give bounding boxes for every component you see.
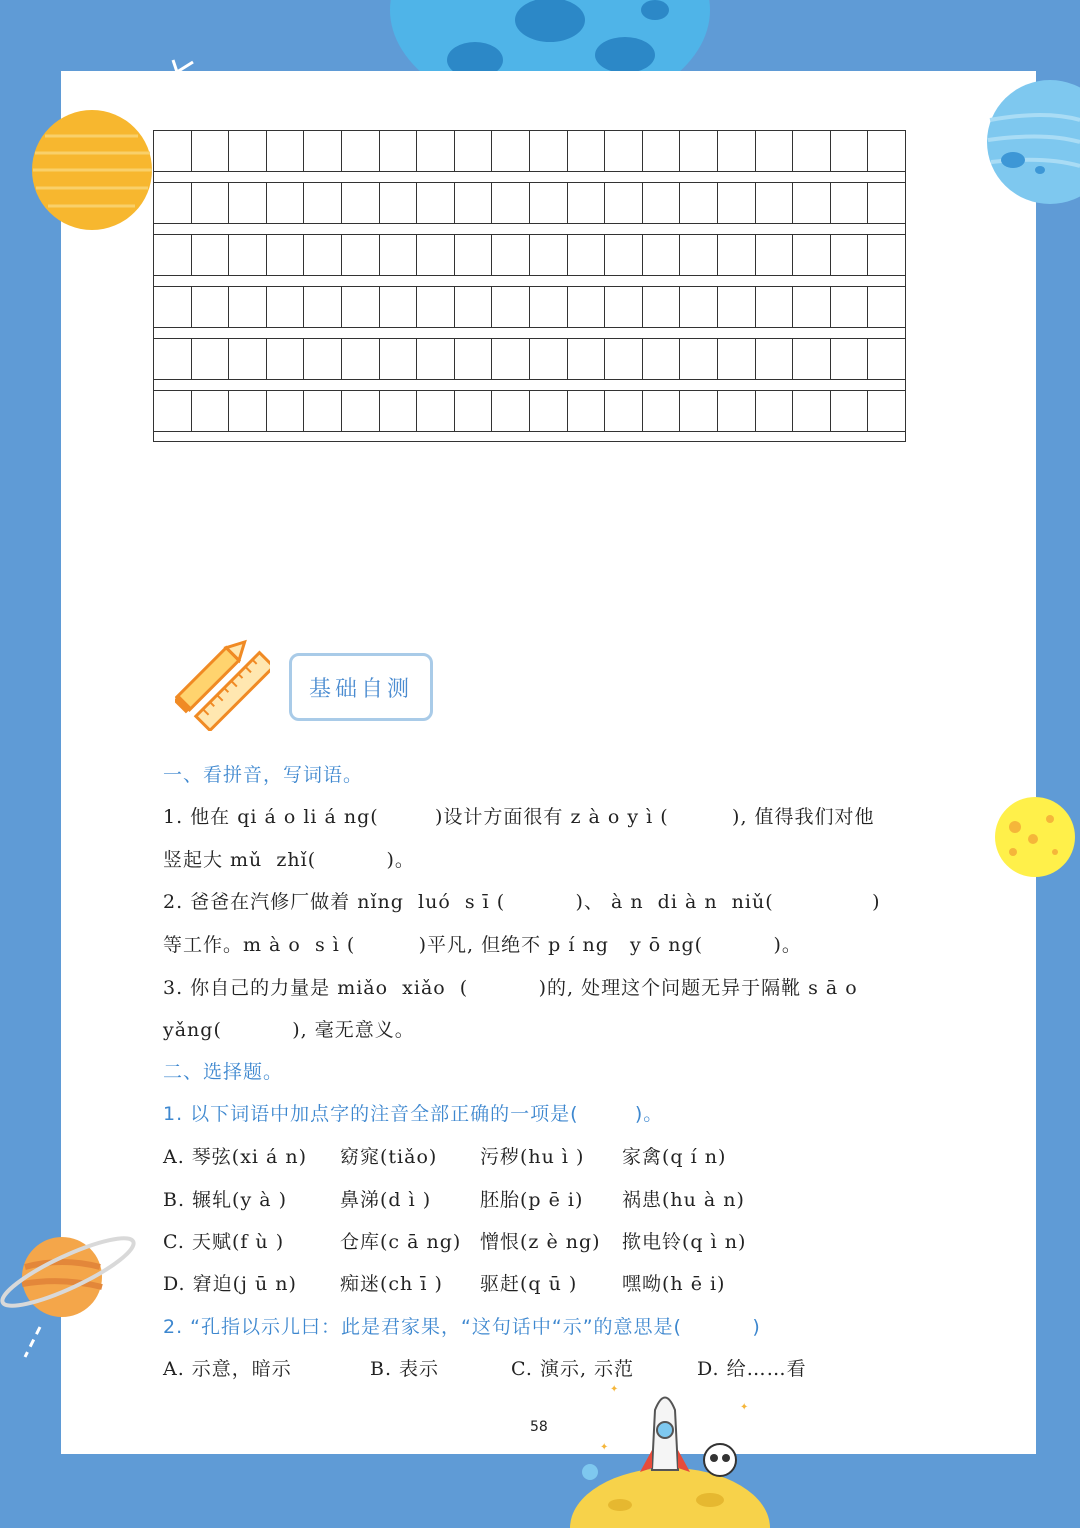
grid-cell — [417, 183, 455, 223]
grid-cell — [793, 391, 831, 431]
grid-cell — [718, 391, 756, 431]
grid-cell — [492, 235, 530, 275]
grid-cell — [492, 339, 530, 379]
grid-row — [153, 286, 906, 328]
grid-cell — [192, 339, 230, 379]
option-d-word-4: 嘿呦(h ē i) — [622, 1273, 726, 1295]
option-d-word-3: 驱赶(q ū ) — [480, 1273, 578, 1295]
grid-cell — [831, 287, 869, 327]
grid-cell — [417, 391, 455, 431]
grid-cell — [154, 131, 192, 171]
option-c-word-4: 揿电铃(q ì n) — [622, 1231, 747, 1253]
grid-cell — [342, 391, 380, 431]
grid-cell — [868, 131, 905, 171]
grid-cell — [417, 235, 455, 275]
grid-cell — [380, 287, 418, 327]
grid-cell — [154, 391, 192, 431]
grid-row-gap — [153, 380, 906, 390]
section-title-badge: 基础自测 — [289, 653, 433, 721]
question-two-heading: 二、选择题。 — [163, 1061, 284, 1083]
grid-row — [153, 182, 906, 224]
grid-row-gap — [153, 432, 906, 442]
grid-cell — [868, 183, 905, 223]
grid-cell — [492, 391, 530, 431]
grid-cell — [342, 183, 380, 223]
blue-planet-right-decoration — [985, 80, 1080, 210]
question-one-heading: 一、看拼音，写词语。 — [163, 764, 364, 786]
option-a-word-3: 污秽(hu ì ) — [480, 1146, 585, 1168]
svg-text:✦: ✦ — [610, 1384, 619, 1395]
grid-cell — [643, 287, 681, 327]
grid-cell — [718, 183, 756, 223]
grid-cell — [868, 235, 905, 275]
grid-cell — [756, 391, 794, 431]
grid-cell — [492, 183, 530, 223]
option-c-word-2: 仓库(c ā ng) — [340, 1231, 462, 1253]
grid-cell — [868, 287, 905, 327]
grid-cell — [868, 339, 905, 379]
grid-cell — [229, 183, 267, 223]
grid-cell — [267, 339, 305, 379]
grid-cell — [229, 339, 267, 379]
grid-cell — [718, 339, 756, 379]
grid-cell — [492, 287, 530, 327]
grid-cell — [530, 131, 568, 171]
grid-cell — [756, 183, 794, 223]
grid-cell — [680, 131, 718, 171]
grid-row-gap — [153, 172, 906, 182]
grid-cell — [643, 183, 681, 223]
grid-cell — [793, 287, 831, 327]
yellow-planet-decoration — [30, 108, 155, 233]
grid-cell — [417, 131, 455, 171]
option-a-word-1: A. 琴弦(xi á n) — [163, 1146, 308, 1168]
grid-cell — [568, 339, 606, 379]
grid-cell — [342, 131, 380, 171]
grid-row-gap — [153, 224, 906, 234]
grid-cell — [718, 131, 756, 171]
grid-cell — [455, 287, 493, 327]
yellow-moon-decoration — [995, 797, 1080, 879]
grid-cell — [267, 131, 305, 171]
answer-option-b: B. 表示 — [370, 1358, 440, 1380]
grid-row-gap — [153, 276, 906, 286]
grid-cell — [756, 131, 794, 171]
answer-option-d: D. 给……看 — [697, 1358, 807, 1380]
grid-cell — [680, 183, 718, 223]
grid-cell — [154, 339, 192, 379]
grid-cell — [229, 235, 267, 275]
svg-text:✦: ✦ — [600, 1442, 609, 1453]
grid-cell — [718, 235, 756, 275]
grid-cell — [568, 287, 606, 327]
grid-cell — [342, 339, 380, 379]
grid-cell — [380, 339, 418, 379]
grid-cell — [530, 183, 568, 223]
grid-row — [153, 234, 906, 276]
grid-cell — [568, 183, 606, 223]
grid-cell — [192, 391, 230, 431]
grid-cell — [455, 235, 493, 275]
answer-option-c: C. 演示, 示范 — [511, 1358, 635, 1380]
grid-cell — [267, 235, 305, 275]
grid-cell — [380, 391, 418, 431]
answer-option-a: A. 示意，暗示 — [163, 1358, 292, 1380]
grid-cell — [756, 235, 794, 275]
pencil-ruler-icon — [175, 633, 270, 731]
option-d-word-1: D. 窘迫(j ū n) — [163, 1273, 297, 1295]
sparkle-decoration — [165, 58, 195, 88]
grid-cell — [643, 235, 681, 275]
grid-cell — [342, 287, 380, 327]
svg-text:✦: ✦ — [740, 1402, 749, 1413]
grid-cell — [455, 339, 493, 379]
grid-cell — [568, 391, 606, 431]
grid-cell — [793, 131, 831, 171]
grid-cell — [568, 235, 606, 275]
grid-cell — [154, 183, 192, 223]
grid-cell — [304, 235, 342, 275]
q1-line-5: 3. 你自己的力量是 miǎo xiǎo ( )的, 处理这个问题无异于隔靴 s ā o — [163, 977, 858, 999]
grid-cell — [605, 339, 643, 379]
grid-cell — [342, 235, 380, 275]
option-b-word-3: 胚胎(p ē i) — [480, 1189, 584, 1211]
grid-cell — [530, 235, 568, 275]
saturn-planet-decoration — [0, 1232, 140, 1362]
grid-cell — [605, 287, 643, 327]
page-number: 58 — [530, 1419, 548, 1435]
grid-cell — [568, 131, 606, 171]
q2-subquestion-1: 1. 以下词语中加点字的注音全部正确的一项是( )。 — [163, 1103, 664, 1125]
grid-cell — [793, 339, 831, 379]
grid-cell — [455, 131, 493, 171]
option-b-word-1: B. 辗轧(y à ) — [163, 1189, 288, 1211]
grid-row — [153, 390, 906, 432]
grid-cell — [831, 339, 869, 379]
grid-cell — [756, 287, 794, 327]
option-a-word-2: 窈窕(tiǎo) — [340, 1146, 438, 1168]
q2-subquestion-2: 2. “孔指以示儿曰：此是君家果，“这句话中“示”的意思是( ) — [163, 1316, 761, 1338]
grid-cell — [831, 235, 869, 275]
option-d-word-2: 痴迷(ch ī ) — [340, 1273, 443, 1295]
grid-cell — [492, 131, 530, 171]
option-c-word-3: 憎恨(z è ng) — [480, 1231, 601, 1253]
grid-cell — [793, 183, 831, 223]
option-a-word-4: 家禽(q í n) — [622, 1146, 727, 1168]
q1-line-1: 1. 他在 qi á o li á ng( )设计方面很有 z à o y ì ( ), 值得我们对他 — [163, 806, 875, 828]
grid-cell — [530, 391, 568, 431]
q1-line-3: 2. 爸爸在汽修厂做着 nǐng luó s ī ( )、 à n di à n niǔ( ) — [163, 891, 881, 913]
grid-cell — [380, 131, 418, 171]
grid-cell — [229, 391, 267, 431]
grid-cell — [605, 235, 643, 275]
q1-line-4: 等工作。m à o s ì ( )平凡, 但绝不 p í ng y ō ng( )。 — [163, 934, 802, 956]
grid-cell — [380, 183, 418, 223]
grid-row — [153, 130, 906, 172]
grid-cell — [267, 391, 305, 431]
grid-cell — [304, 183, 342, 223]
grid-cell — [304, 339, 342, 379]
grid-cell — [229, 131, 267, 171]
option-b-word-2: 鼻涕(d ì ) — [340, 1189, 432, 1211]
grid-row-gap — [153, 328, 906, 338]
grid-cell — [417, 287, 455, 327]
option-b-word-4: 祸患(hu à n) — [622, 1189, 745, 1211]
grid-cell — [530, 287, 568, 327]
grid-cell — [605, 131, 643, 171]
grid-cell — [718, 287, 756, 327]
grid-cell — [831, 183, 869, 223]
grid-cell — [530, 339, 568, 379]
grid-cell — [192, 183, 230, 223]
grid-cell — [756, 339, 794, 379]
rocket-moon-illustration — [560, 1380, 780, 1528]
grid-cell — [304, 287, 342, 327]
grid-cell — [154, 287, 192, 327]
grid-cell — [831, 131, 869, 171]
grid-cell — [793, 235, 831, 275]
option-c-word-1: C. 天赋(f ù ) — [163, 1231, 285, 1253]
grid-cell — [868, 391, 905, 431]
grid-cell — [229, 287, 267, 327]
grid-cell — [643, 339, 681, 379]
grid-cell — [605, 391, 643, 431]
grid-cell — [680, 287, 718, 327]
grid-cell — [192, 287, 230, 327]
grid-cell — [831, 391, 869, 431]
writing-grid — [153, 130, 906, 440]
grid-cell — [680, 339, 718, 379]
q1-line-2: 竖起大 mǔ zhǐ( )。 — [163, 849, 415, 871]
grid-cell — [680, 235, 718, 275]
grid-cell — [417, 339, 455, 379]
q1-line-6: yǎng( ), 毫无意义。 — [163, 1019, 415, 1041]
grid-cell — [267, 287, 305, 327]
grid-cell — [643, 391, 681, 431]
grid-cell — [304, 131, 342, 171]
grid-row — [153, 338, 906, 380]
grid-cell — [455, 391, 493, 431]
grid-cell — [154, 235, 192, 275]
grid-cell — [455, 183, 493, 223]
grid-cell — [192, 235, 230, 275]
grid-cell — [380, 235, 418, 275]
grid-cell — [680, 391, 718, 431]
grid-cell — [267, 183, 305, 223]
grid-cell — [304, 391, 342, 431]
grid-cell — [192, 131, 230, 171]
grid-cell — [643, 131, 681, 171]
grid-cell — [605, 183, 643, 223]
